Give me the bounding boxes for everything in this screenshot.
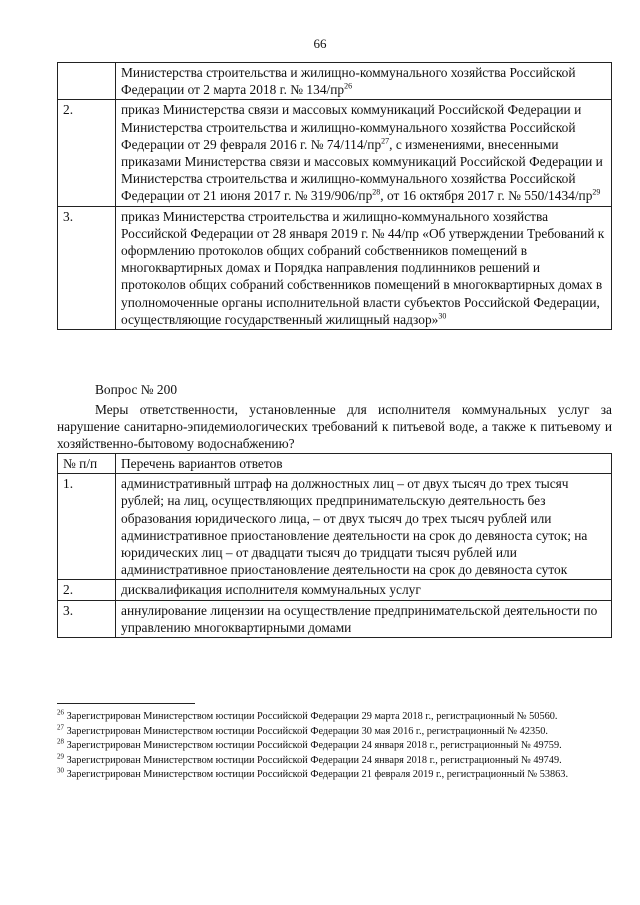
row-text: Министерства строительства и жилищно-коммунального хозяйства Российской Федерации от 2 марта 2018 г. № $134/пр^{26}$ [116,63,612,100]
row-number: 3. [58,206,116,329]
footnote: $^{30}$ Зарегистрирован Министерством юстиции Российской Федерации 21 февраля 2019 г., регистрационный № 53863. [57,766,569,780]
footnote: $^{29}$ Зарегистрирован Министерством юстиции Российской Федерации 24 января 2018 г., регистрационный № 49749. [57,752,562,766]
footnote: $^{26}$ Зарегистрирован Министерством юстиции Российской Федерации 29 марта 2018 г., регистрационный № 50560. [57,708,558,722]
answer-number: 1. [58,474,116,580]
footnote-ref: 29 [592,187,601,197]
footnote: $^{27}$ Зарегистрирован Министерством юстиции Российской Федерации 30 мая 2016 г., регистрационный № 42350. [57,723,548,737]
header-text: Перечень вариантов ответов [116,454,612,474]
table-row [58,474,612,580]
answer-number: 3. [58,600,116,637]
row-number [58,63,116,100]
footnote: $^{28}$ Зарегистрирован Министерством юстиции Российской Федерации 24 января 2018 г., регистрационный № 49759. [57,737,562,751]
answer-number: 2. [58,580,116,600]
table-row [58,580,612,600]
legal-acts-table [57,62,612,330]
footnote-ref: 27 [381,136,390,146]
footnote-ref: 30 [438,311,447,321]
table-header-row [58,454,612,474]
footnote-divider [57,703,195,704]
footnote-mark: 27 [57,723,64,732]
footnote-ref: 26 [344,81,353,91]
footnote-mark: 28 [57,737,64,746]
footnotes [57,710,612,783]
answer-text: административный штраф на должностных лиц – от двух тысяч до трех тысяч рублей; на лиц, осуществляющих предпринимательскую деятельность без образования юридического лица, – от двух тысяч до трех тысяч рублей или административное приостановление деятельности на срок до девяноста суток; на юридических лиц – от двадцати тысяч до тридцати тысяч рублей или административное приостановление деятельности на срок до девяноста суток [116,474,612,580]
footnote-ref: 28 [372,187,381,197]
footnote-mark: 26 [57,708,64,717]
table-row [58,206,612,329]
footnote-mark: 30 [57,766,64,775]
footnote-mark: 29 [57,752,64,761]
row-number: 2. [58,100,116,206]
table-row [58,63,612,100]
table-row [58,100,612,206]
page-number: 66 [313,36,327,51]
row-text: приказ Министерства строительства и жилищно-коммунального хозяйства Российской Федерации от 28 января 2019 г. № 44/пр «Об утверждении Требований к оформлению протоколов общих собраний собственников помещений в многоквартирных домах и Порядка направления подлинников решений и протоколов общих собраний собственников помещений в многоквартирных домах в уполномоченные органы исполнительной власти субъектов Российской Федерации, осуществляющие государственный жилищный надзор»$^{30}$ [116,206,612,329]
answers-table [57,453,612,638]
question-text: Меры ответственности, установленные для исполнителя коммунальных услуг за нарушение санитарно-эпидемиологических требований к питьевой воде, а также к питьевому и хозяйственно-бытовому водоснабжению? [57,402,612,452]
table-row [58,600,612,637]
answer-text: дисквалификация исполнителя коммунальных услуг [116,580,612,600]
row-text: приказ Министерства связи и массовых коммуникаций Российской Федерации и Министерства строительства и жилищно-коммунального хозяйства Российской Федерации от 29 февраля 2016 г. № $74/114/пр^{27}$, с изменениями, внесенными приказами Министерства связи и массовых коммуникаций Российской Федерации и Министерства строительства и жилищно-коммунального хозяйства Российской Федерации от 21 июня 2017 г. № $319/906/пр^{28}$, от 16 октября 2017 г. № $550/1434/пр^{29}$ [116,100,612,206]
question-title: Вопрос № 200 [95,382,178,397]
answer-text: аннулирование лицензии на осуществление предпринимательской деятельности по управлению многоквартирными домами [116,600,612,637]
header-number: № п/п [58,454,116,474]
